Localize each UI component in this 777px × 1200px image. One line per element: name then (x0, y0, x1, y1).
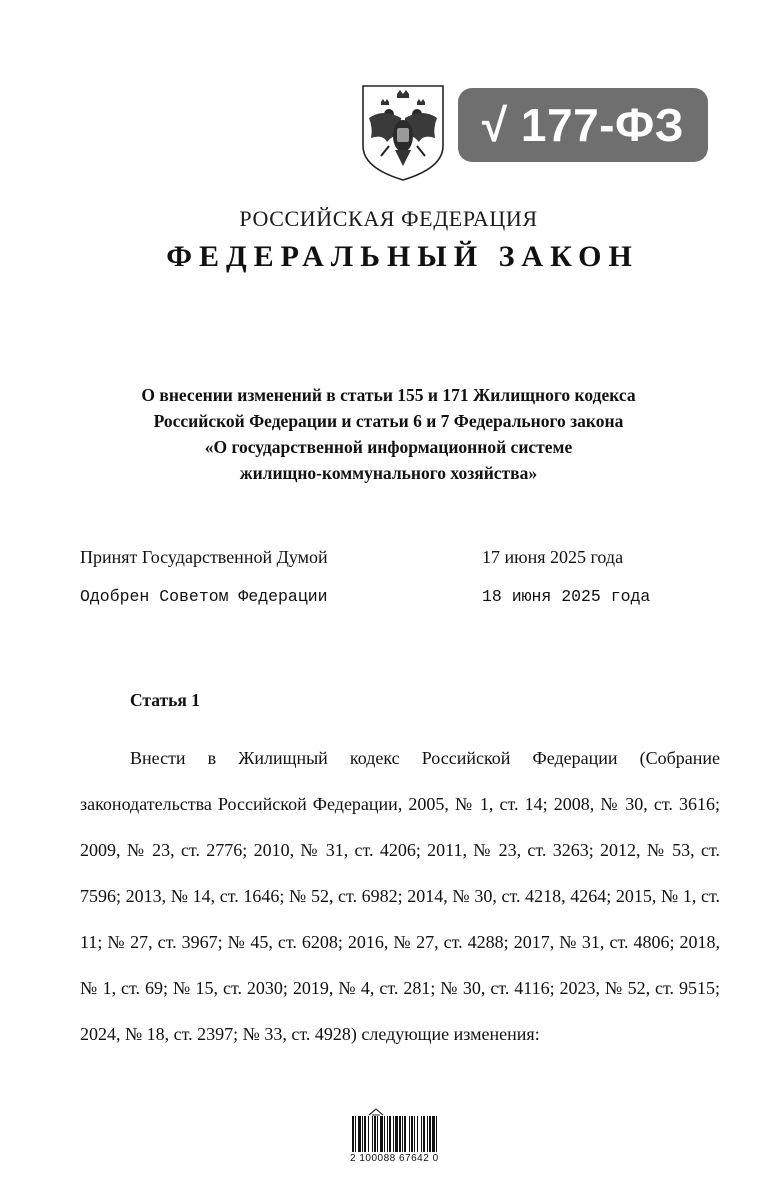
law-title-line: О внесении изменений в статьи 155 и 171 Жилищного кодекса (141, 385, 636, 405)
law-title (60, 382, 717, 486)
russian-coat-of-arms-icon (361, 84, 445, 182)
law-title-line: Российской Федерации и статьи 6 и 7 Федерального закона (153, 411, 624, 431)
country-heading: РОССИЙСКАЯ ФЕДЕРАЦИЯ (239, 206, 538, 231)
article-heading: Статья 1 (130, 690, 200, 710)
law-title-line: «О государственной информационной системе (204, 437, 573, 457)
article-body: Внести в Жилищный кодекс Российской Федерации (Собрание законодательства Российской Федерации, 2005, № 1, ст. 14; 2008, № 30, ст. 3616; 2009, № 23, ст. 2776; 2010, № 31, ст. 4206; 2011, № 23, ст. 3263; 2012, № 53, ст. 7596; 2013, № 14, ст. 1646; № 52, ст. 6982; 2014, № 30, ст. 4218, 4264; 2015, № 1, ст. 11; № 27, ст. 3967; № 45, ст. 6208; 2016, № 27, ст. 4288; 2017, № 31, ст. 4806; 2018, № 1, ст. 69; № 15, ст. 2030; 2019, № 4, ст. 281; № 30, ст. 4116; 2023, № 52, ст. 9515; 2024, № 18, ст. 2397; № 33, ст. 4928) следующие изменения: (80, 748, 720, 1044)
duma-adoption-date: 17 июня 2025 года (482, 547, 624, 567)
document-type-heading: ФЕДЕРАЛЬНЫЙ ЗАКОН (166, 240, 639, 273)
barcode-logo-icon (367, 1104, 385, 1114)
duma-adoption-label: Принят Государственной Думой (80, 547, 328, 567)
law-number-badge: √ 177-ФЗ (458, 88, 708, 162)
council-approval-date: 18 июня 2025 года (482, 587, 651, 606)
barcode-number: 2 100088 67642 0 (350, 1152, 480, 1164)
law-title-line: жилищно-коммунального хозяйства» (239, 463, 538, 483)
council-approval-label: Одобрен Советом Федерации (80, 587, 328, 606)
